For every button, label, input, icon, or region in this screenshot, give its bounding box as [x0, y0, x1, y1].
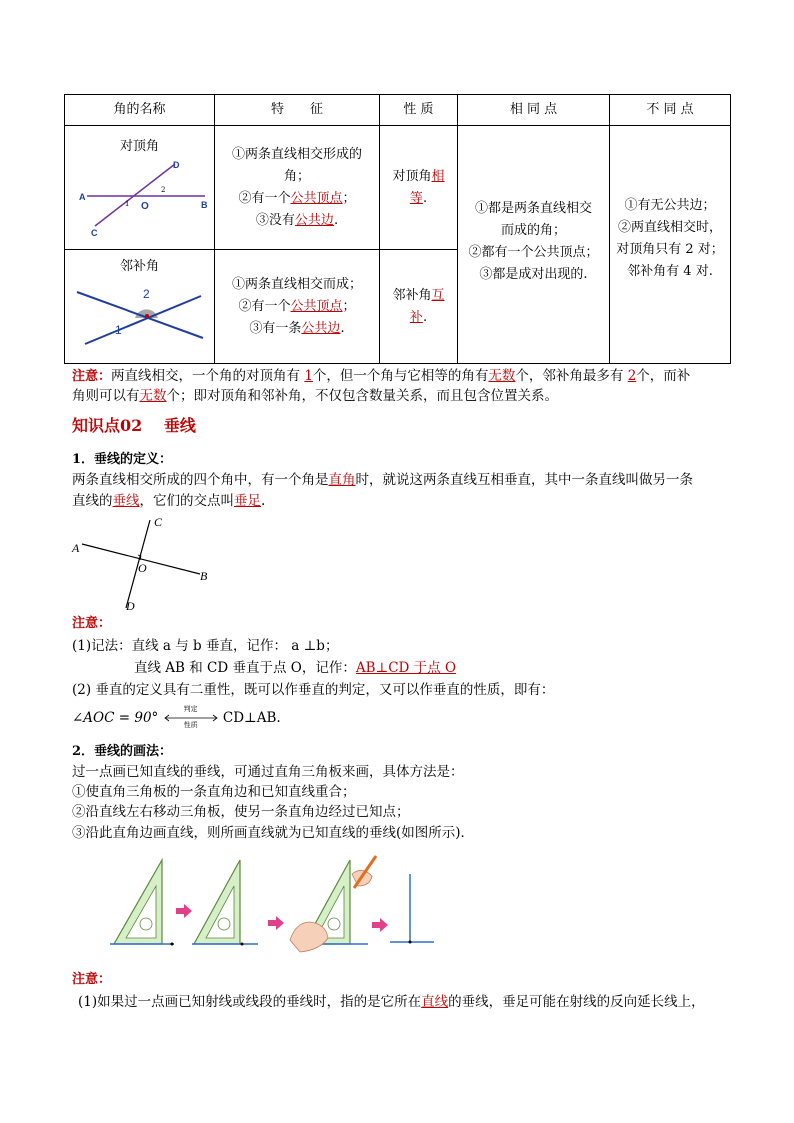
vertical-angle-figure: [65, 158, 213, 238]
text-line: (1)记法：直线 a 与 b 垂直，记作： a ⊥b；: [72, 638, 339, 654]
label-a: A: [72, 541, 80, 555]
subheading: 2．垂线的画法：: [72, 744, 173, 759]
diff-cell: [610, 126, 731, 364]
text-line: 过一点画已知直线的垂线，可通过直角三角板来画，具体方法是：: [72, 764, 464, 780]
note-title: 注意：: [72, 972, 112, 987]
feature-line: ①两条直线相交而成；: [231, 276, 362, 292]
diff-line: 对顶角只有 2 对；: [616, 241, 724, 257]
adjacent-angle-cell: [65, 250, 215, 364]
property-line: 对顶角相: [392, 168, 445, 184]
formula-line: ∠AOC = 90° 判定 性质 CD⊥AB.: [72, 704, 281, 729]
note-line: 注意：两直线相交，一个角的对顶角有 1个，但一个角与它相等的角有无数个，邻补角最多有 2个，而补: [72, 368, 691, 384]
diff-line: 邻补角有 4 对.: [627, 263, 713, 279]
label-o: O: [141, 201, 149, 212]
text-line: (2) 垂直的定义具有二重性，既可以作垂直的判定，又可以作垂直的性质，即有：: [72, 682, 555, 698]
label-d: D: [173, 160, 180, 170]
property-cell: [380, 126, 458, 250]
diff-line: ①有无公共边；: [624, 197, 716, 213]
text-line: ①使直角三角板的一条直角边和已知直线重合；: [72, 784, 356, 800]
label-1: 1: [125, 200, 130, 208]
label-b: B: [200, 569, 208, 583]
subheading: 1．垂线的定义：: [72, 452, 173, 467]
header-cell: 角的名称: [65, 95, 215, 126]
label-2: 2: [161, 186, 166, 194]
header-cell: 相 同 点: [458, 95, 610, 126]
label-o: O: [138, 561, 147, 575]
header-cell: 性 质: [380, 95, 458, 126]
note-line: 角则可以有无数个；即对顶角和邻补角，不仅包含数量关系，而且包含位置关系。: [72, 388, 558, 404]
label-d: D: [126, 599, 135, 613]
angle-name: 邻补角: [119, 259, 159, 274]
feature-line: ③没有公共边.: [255, 212, 339, 228]
section-heading: 知识点02 垂线: [72, 416, 196, 435]
perpendicular-figure: [68, 512, 218, 614]
vertical-angle-cell: [65, 126, 215, 250]
text-line: 两条直线相交所成的四个角中，有一个角是直角时，就说这两条直线互相垂直，其中一条直线叫做另一条: [72, 472, 693, 488]
property-cell: [380, 250, 458, 364]
text-line: ②沿直线左右移动三角板，使另一条直角边经过已知点；: [72, 804, 410, 820]
label-1: 1: [115, 323, 122, 337]
comparison-table: [64, 94, 731, 364]
feature-cell: [215, 126, 380, 250]
feature-line: 角；: [283, 168, 310, 184]
text-line: 直线 AB 和 CD 垂直于点 O，记作：AB⊥CD 于点 O: [134, 660, 457, 676]
adjacent-angle-figure: [65, 278, 213, 348]
feature-line: ②有一个公共顶点；: [238, 190, 356, 206]
table-row: [65, 126, 731, 250]
same-line: ③都是成对出现的.: [479, 266, 588, 282]
same-line: ②都有一个公共顶点；: [468, 244, 599, 260]
note-title: 注意：: [72, 616, 112, 631]
feature-cell: [215, 250, 380, 364]
property-line: 邻补角互: [392, 287, 445, 303]
property-line: 等.: [409, 190, 428, 206]
table-header-row: [65, 95, 731, 126]
text-line: ③沿此直角边画直线，则所画直线就为已知直线的垂线(如图所示)．: [72, 825, 475, 841]
text-line: (1)如果过一点画已知射线或线段的垂线时，指的是它所在直线的垂线，垂足可能在射线的反向延长线上，: [78, 994, 705, 1010]
label-a: A: [79, 192, 86, 202]
same-line: 而成的角；: [500, 222, 566, 238]
feature-line: ②有一个公共顶点；: [238, 298, 356, 314]
same-line: ①都是两条直线相交: [474, 200, 592, 216]
angle-name: 对顶角: [119, 139, 159, 154]
double-arrow-icon: 判定 性质: [163, 709, 219, 729]
label-b: B: [201, 200, 208, 210]
feature-line: ③有一条公共边.: [249, 320, 345, 336]
header-cell: 不 同 点: [610, 95, 731, 126]
property-line: 补.: [409, 309, 428, 325]
same-cell: [458, 126, 610, 364]
header-cell: 特 征: [215, 95, 380, 126]
text-line: 直线的垂线，它们的交点叫垂足.: [72, 493, 266, 509]
label-c: C: [91, 228, 98, 238]
label-2: 2: [143, 287, 150, 301]
feature-line: ①两条直线相交形成的: [231, 146, 362, 162]
drawing-steps-figure: [100, 852, 440, 962]
label-c: C: [154, 515, 163, 529]
diff-line: ②两直线相交时，: [617, 219, 722, 235]
